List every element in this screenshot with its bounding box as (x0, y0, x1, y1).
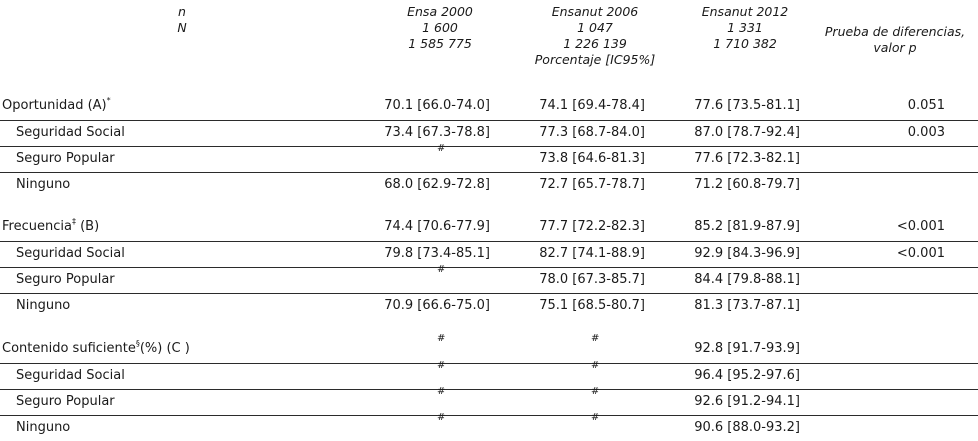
header-stub-n: n (178, 4, 186, 19)
value-ensanut-2012: 92.9 [84.3-96.9] (694, 246, 800, 261)
value-ensanut-2012: 92.6 [91.2-94.1] (694, 394, 800, 409)
table-row (0, 120, 978, 145)
row-label: Frecuencia‡ (B) (2, 217, 100, 234)
p-value: <0.001 (896, 246, 945, 261)
value-ensanut-2012: 77.6 [73.5-81.1] (694, 98, 800, 113)
table-row (0, 386, 978, 414)
value-ensanut-2006: 82.7 [74.1-88.9] (539, 246, 645, 261)
not-available-mark: # (437, 143, 446, 154)
footnote-mark: ‡ (71, 217, 76, 226)
section-row-oportunidad (0, 94, 978, 118)
not-available-mark: # (591, 412, 600, 423)
header-col-title: Ensanut 2006 (551, 4, 639, 19)
row-label: Ninguno (16, 420, 71, 435)
not-available-mark: # (437, 360, 446, 371)
table-row (0, 293, 978, 318)
value-ensanut-2012: 96.4 [95.2-97.6] (694, 368, 800, 383)
header-col-N: 1 226 139 (563, 36, 627, 51)
row-label: Ninguno (16, 298, 71, 313)
header-col-subtitle: valor p (873, 40, 917, 55)
header-col-ensanut-2006 (520, 4, 670, 68)
row-label: Oportunidad (A)* (2, 96, 111, 113)
value-ensanut-2012: 90.6 [88.0-93.2] (694, 420, 800, 435)
value-ensanut-2006: 77.7 [72.2-82.3] (539, 219, 645, 234)
value-ensa-2000: 79.8 [73.4-85.1] (384, 246, 490, 261)
not-available-mark: # (437, 333, 446, 344)
value-ensa-2000: 68.0 [62.9-72.8] (384, 177, 490, 192)
header-col-ensa-2000 (380, 4, 500, 52)
row-label: Seguro Popular (16, 394, 115, 409)
footnote-mark: § (135, 339, 140, 348)
value-ensanut-2006: 78.0 [67.3-85.7] (539, 272, 645, 287)
not-available-mark: # (437, 412, 446, 423)
footnote-mark: * (106, 96, 111, 105)
row-label: Seguridad Social (16, 125, 125, 140)
table-row (0, 360, 978, 388)
table-row (0, 241, 978, 266)
not-available-mark: # (591, 360, 600, 371)
value-ensa-2000: 74.4 [70.6-77.9] (384, 219, 490, 234)
header-col-N: 1 585 775 (408, 36, 472, 51)
header-col-N: 1 710 382 (713, 36, 777, 51)
header-col-title: Ensa 2000 (407, 4, 473, 19)
value-ensa-2000: 73.4 [67.3-78.8] (384, 125, 490, 140)
value-ensanut-2006: 73.8 [64.6-81.3] (539, 151, 645, 166)
not-available-mark: # (591, 386, 600, 397)
value-ensanut-2012: 71.2 [60.8-79.7] (694, 177, 800, 192)
header-col-title: Ensanut 2012 (701, 4, 789, 19)
header-col-p-value (820, 24, 970, 56)
not-available-mark: # (437, 264, 446, 275)
not-available-mark: # (591, 333, 600, 344)
row-label: Seguridad Social (16, 368, 125, 383)
row-label: Seguro Popular (16, 151, 115, 166)
header-col-n: 1 331 (727, 20, 763, 35)
table-row (0, 172, 978, 197)
value-ensanut-2012: 81.3 [73.7-87.1] (694, 298, 800, 313)
p-value: <0.001 (896, 219, 945, 234)
value-ensa-2000: 70.1 [66.0-74.0] (384, 98, 490, 113)
value-ensanut-2012: 92.8 [91.7-93.9] (694, 341, 800, 356)
value-ensanut-2006: 74.1 [69.4-78.4] (539, 98, 645, 113)
header-col-ensanut-2012 (685, 4, 805, 52)
header-col-n: 1 600 (422, 20, 458, 35)
p-value: 0.051 (907, 98, 945, 113)
value-ensanut-2006: 75.1 [68.5-80.7] (539, 298, 645, 313)
value-ensanut-2006: 77.3 [68.7-84.0] (539, 125, 645, 140)
value-ensa-2000: 70.9 [66.6-75.0] (384, 298, 490, 313)
row-label: Seguridad Social (16, 246, 125, 261)
row-label: Ninguno (16, 177, 71, 192)
p-value: 0.003 (907, 125, 945, 140)
value-ensanut-2012: 85.2 [81.9-87.9] (694, 219, 800, 234)
value-ensanut-2006: 72.7 [65.7-78.7] (539, 177, 645, 192)
value-ensanut-2012: 77.6 [72.3-82.1] (694, 151, 800, 166)
row-label: Seguro Popular (16, 272, 115, 287)
value-ensanut-2012: 87.0 [78.7-92.4] (694, 125, 800, 140)
header-col-n: 1 047 (577, 20, 613, 35)
header-col-title: Prueba de diferencias, (824, 24, 966, 39)
table-row (0, 264, 978, 292)
row-label: Contenido suficiente§(%) (C ) (2, 339, 190, 356)
table-row (0, 143, 978, 171)
not-available-mark: # (437, 386, 446, 397)
section-row-contenido-suficiente (0, 333, 978, 361)
header-stub-N: N (177, 20, 187, 35)
header-col-unit: Porcentaje [IC95%] (534, 52, 656, 67)
section-row-frecuencia (0, 215, 978, 239)
header-stub (150, 4, 214, 36)
value-ensanut-2012: 84.4 [79.8-88.1] (694, 272, 800, 287)
table-row (0, 412, 978, 440)
